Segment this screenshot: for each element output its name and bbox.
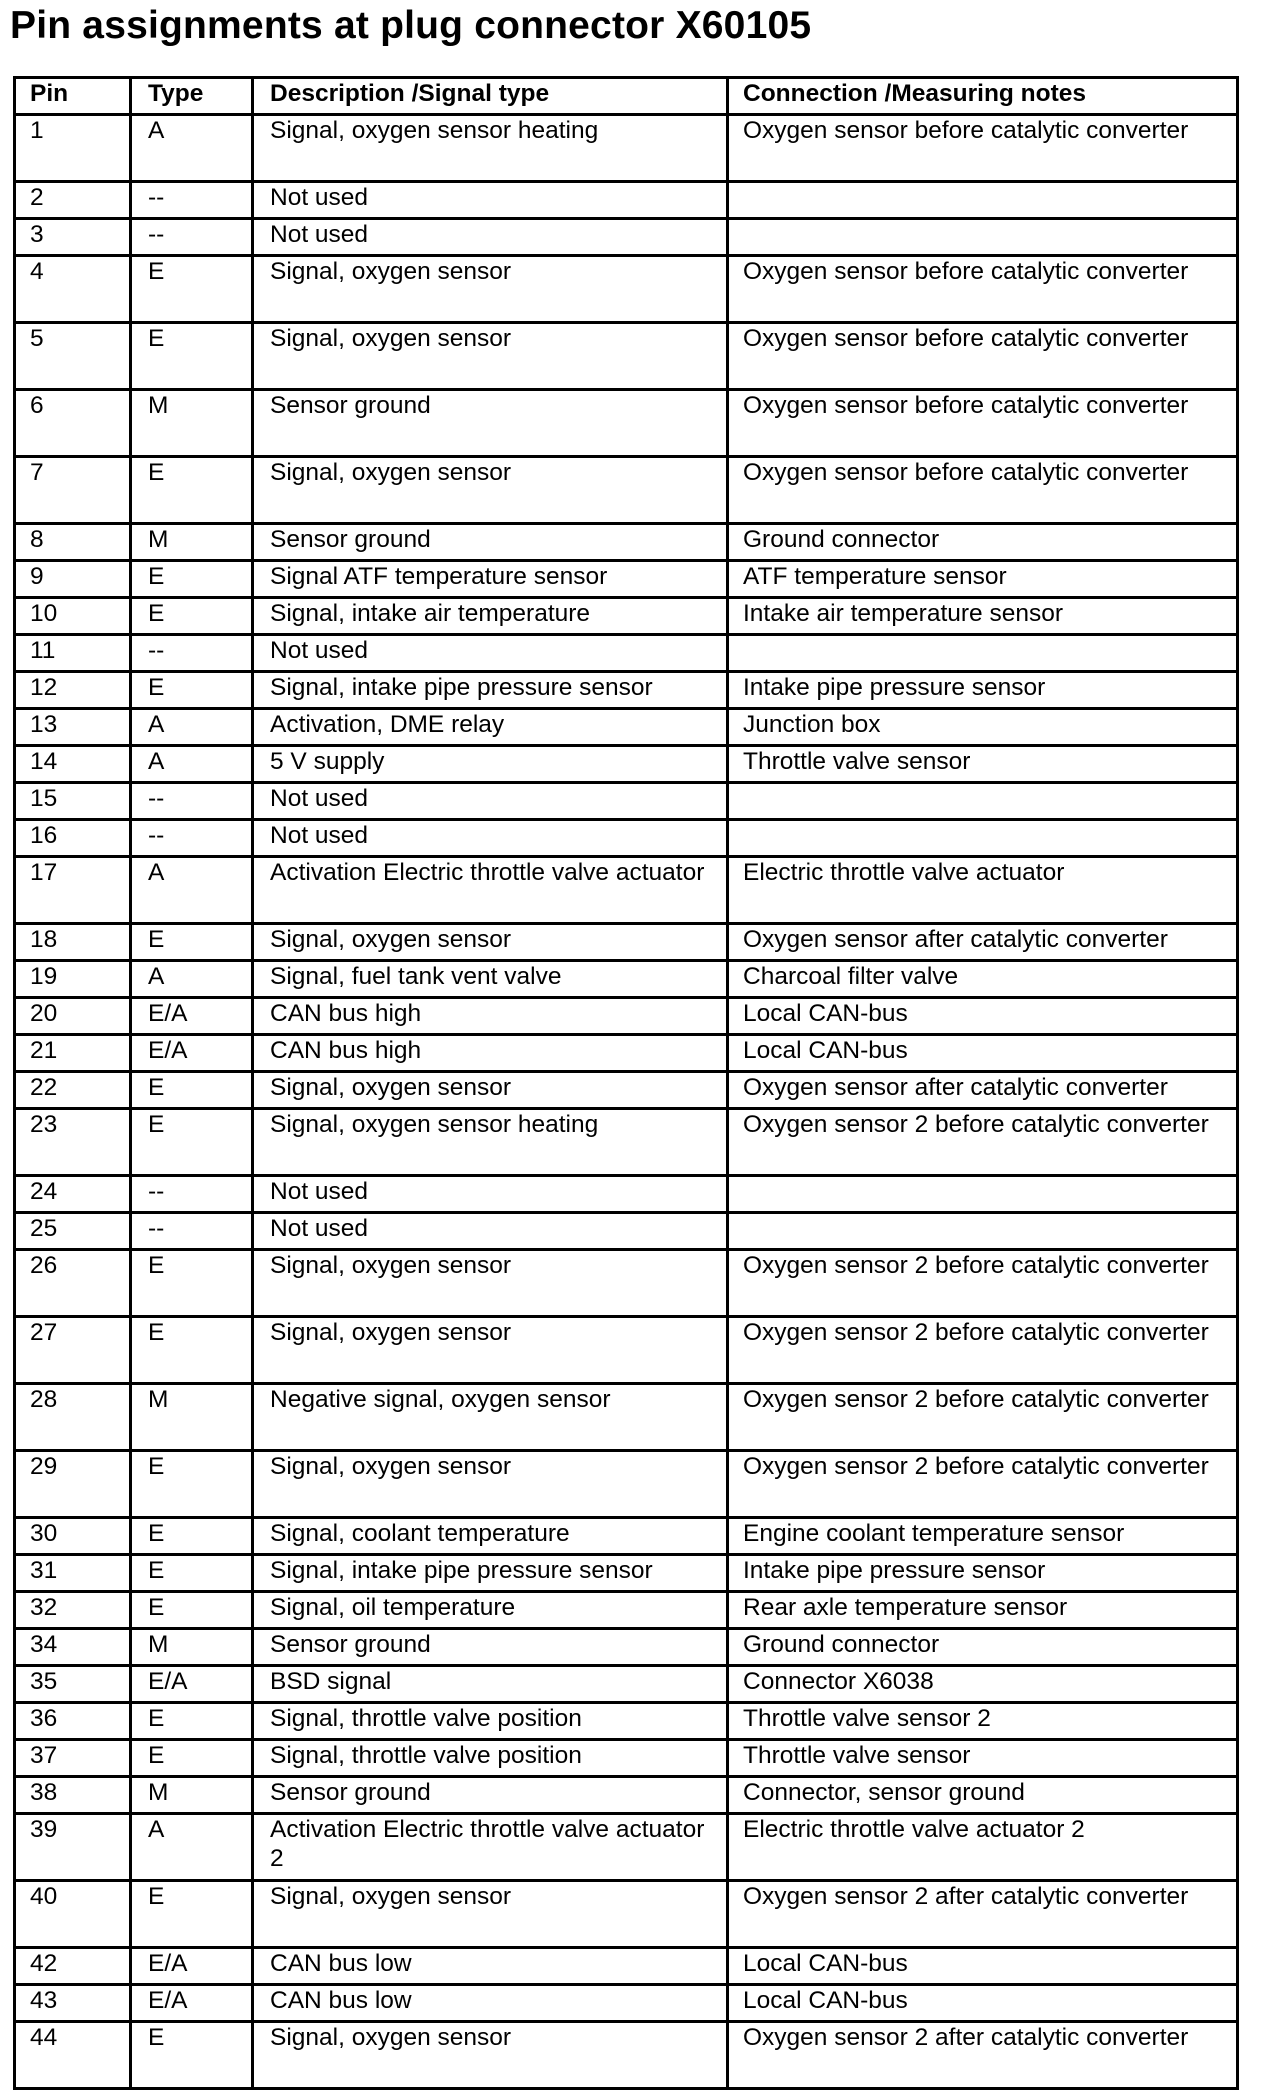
cell-pin: 34 xyxy=(15,1629,131,1666)
table-row xyxy=(15,598,1238,635)
cell-type: E xyxy=(131,561,253,598)
cell-description: Signal, oxygen sensor xyxy=(253,1317,728,1384)
cell-pin: 22 xyxy=(15,1072,131,1109)
cell-description: Negative signal, oxygen sensor xyxy=(253,1384,728,1451)
cell-type: M xyxy=(131,1629,253,1666)
cell-pin: 7 xyxy=(15,457,131,524)
table-row xyxy=(15,1072,1238,1109)
cell-pin: 21 xyxy=(15,1035,131,1072)
table-row xyxy=(15,746,1238,783)
cell-type: A xyxy=(131,857,253,924)
cell-type: -- xyxy=(131,1213,253,1250)
cell-description: Signal, oxygen sensor xyxy=(253,1451,728,1518)
cell-pin: 9 xyxy=(15,561,131,598)
cell-connection: Oxygen sensor before catalytic converter xyxy=(728,323,1238,390)
cell-pin: 18 xyxy=(15,924,131,961)
cell-description: Not used xyxy=(253,219,728,256)
cell-pin: 13 xyxy=(15,709,131,746)
cell-connection: Local CAN-bus xyxy=(728,998,1238,1035)
cell-pin: 6 xyxy=(15,390,131,457)
table-row xyxy=(15,219,1238,256)
cell-connection: Oxygen sensor 2 before catalytic converter xyxy=(728,1109,1238,1176)
cell-type: E xyxy=(131,457,253,524)
cell-description: Signal, oxygen sensor xyxy=(253,256,728,323)
table-row xyxy=(15,1518,1238,1555)
cell-type: E xyxy=(131,256,253,323)
cell-description: Sensor ground xyxy=(253,1629,728,1666)
cell-connection: Ground connector xyxy=(728,1629,1238,1666)
cell-connection xyxy=(728,635,1238,672)
header-type: Type xyxy=(131,78,253,115)
table-row xyxy=(15,1109,1238,1176)
cell-pin: 10 xyxy=(15,598,131,635)
cell-description: Signal, throttle valve position xyxy=(253,1703,728,1740)
table-row xyxy=(15,709,1238,746)
cell-connection: Local CAN-bus xyxy=(728,1985,1238,2022)
cell-connection: Connector X6038 xyxy=(728,1666,1238,1703)
cell-description: Signal, oxygen sensor heating xyxy=(253,115,728,182)
cell-connection: Oxygen sensor after catalytic converter xyxy=(728,924,1238,961)
cell-description: Signal, oil temperature xyxy=(253,1592,728,1629)
cell-connection: Oxygen sensor 2 before catalytic converter xyxy=(728,1317,1238,1384)
cell-type: E xyxy=(131,1881,253,1948)
table-row xyxy=(15,1384,1238,1451)
table-row xyxy=(15,1555,1238,1592)
cell-pin: 4 xyxy=(15,256,131,323)
cell-connection: Intake air temperature sensor xyxy=(728,598,1238,635)
cell-pin: 8 xyxy=(15,524,131,561)
cell-type: E/A xyxy=(131,1948,253,1985)
cell-type: E xyxy=(131,924,253,961)
table-row xyxy=(15,961,1238,998)
cell-pin: 20 xyxy=(15,998,131,1035)
cell-connection: Local CAN-bus xyxy=(728,1948,1238,1985)
cell-connection xyxy=(728,1176,1238,1213)
cell-description: CAN bus high xyxy=(253,1035,728,1072)
cell-type: E/A xyxy=(131,1985,253,2022)
table-row xyxy=(15,857,1238,924)
cell-type: E xyxy=(131,1592,253,1629)
cell-connection: Connector, sensor ground xyxy=(728,1777,1238,1814)
cell-type: M xyxy=(131,1384,253,1451)
cell-pin: 15 xyxy=(15,783,131,820)
cell-type: -- xyxy=(131,820,253,857)
table-row xyxy=(15,1213,1238,1250)
cell-type: A xyxy=(131,746,253,783)
cell-pin: 27 xyxy=(15,1317,131,1384)
table-row xyxy=(15,924,1238,961)
cell-description: CAN bus low xyxy=(253,1948,728,1985)
cell-type: E xyxy=(131,1317,253,1384)
cell-description: Signal, oxygen sensor xyxy=(253,1250,728,1317)
cell-type: E xyxy=(131,1109,253,1176)
table-row xyxy=(15,998,1238,1035)
table-row xyxy=(15,1985,1238,2022)
cell-type: E xyxy=(131,2022,253,2089)
cell-connection: Throttle valve sensor xyxy=(728,1740,1238,1777)
cell-description: Not used xyxy=(253,820,728,857)
cell-pin: 28 xyxy=(15,1384,131,1451)
cell-pin: 5 xyxy=(15,323,131,390)
cell-connection xyxy=(728,783,1238,820)
cell-pin: 39 xyxy=(15,1814,131,1881)
cell-connection xyxy=(728,1213,1238,1250)
page-title: Pin assignments at plug connector X60105 xyxy=(10,4,812,47)
cell-connection: Local CAN-bus xyxy=(728,1035,1238,1072)
cell-connection: Oxygen sensor 2 after catalytic converter xyxy=(728,2022,1238,2089)
table-row xyxy=(15,1317,1238,1384)
table-row xyxy=(15,256,1238,323)
cell-type: M xyxy=(131,390,253,457)
cell-description: Not used xyxy=(253,1213,728,1250)
cell-connection: Electric throttle valve actuator 2 xyxy=(728,1814,1238,1881)
cell-pin: 36 xyxy=(15,1703,131,1740)
cell-connection: Junction box xyxy=(728,709,1238,746)
cell-pin: 29 xyxy=(15,1451,131,1518)
table-row xyxy=(15,1814,1238,1881)
table-row xyxy=(15,390,1238,457)
cell-type: E/A xyxy=(131,1666,253,1703)
cell-description: Signal, intake air temperature xyxy=(253,598,728,635)
cell-connection: Oxygen sensor 2 after catalytic converter xyxy=(728,1881,1238,1948)
table-row xyxy=(15,182,1238,219)
cell-pin: 14 xyxy=(15,746,131,783)
cell-connection: Rear axle temperature sensor xyxy=(728,1592,1238,1629)
table-row xyxy=(15,1592,1238,1629)
cell-description: Signal, fuel tank vent valve xyxy=(253,961,728,998)
cell-description: Sensor ground xyxy=(253,524,728,561)
cell-description: Signal, oxygen sensor xyxy=(253,1072,728,1109)
table-row xyxy=(15,1629,1238,1666)
cell-type: E xyxy=(131,672,253,709)
table-row xyxy=(15,672,1238,709)
table-row xyxy=(15,1666,1238,1703)
table-row xyxy=(15,1948,1238,1985)
cell-description: Signal, oxygen sensor xyxy=(253,1881,728,1948)
cell-type: -- xyxy=(131,1176,253,1213)
cell-pin: 1 xyxy=(15,115,131,182)
cell-type: E xyxy=(131,1072,253,1109)
cell-pin: 40 xyxy=(15,1881,131,1948)
cell-description: Signal, intake pipe pressure sensor xyxy=(253,1555,728,1592)
cell-description: Activation, DME relay xyxy=(253,709,728,746)
cell-type: E xyxy=(131,1250,253,1317)
table-row xyxy=(15,2022,1238,2089)
cell-description: Signal, oxygen sensor xyxy=(253,323,728,390)
cell-pin: 32 xyxy=(15,1592,131,1629)
cell-pin: 26 xyxy=(15,1250,131,1317)
header-pin: Pin xyxy=(15,78,131,115)
cell-connection: Oxygen sensor before catalytic converter xyxy=(728,115,1238,182)
table-header-row xyxy=(15,78,1238,115)
pin-assignment-table xyxy=(13,76,1239,2090)
cell-connection: Oxygen sensor 2 before catalytic converter xyxy=(728,1384,1238,1451)
cell-type: -- xyxy=(131,635,253,672)
cell-pin: 30 xyxy=(15,1518,131,1555)
table-row xyxy=(15,524,1238,561)
cell-connection: Intake pipe pressure sensor xyxy=(728,1555,1238,1592)
cell-connection: Engine coolant temperature sensor xyxy=(728,1518,1238,1555)
cell-connection xyxy=(728,182,1238,219)
cell-description: 5 V supply xyxy=(253,746,728,783)
cell-description: Sensor ground xyxy=(253,1777,728,1814)
cell-type: A xyxy=(131,961,253,998)
cell-description: Activation Electric throttle valve actuator xyxy=(253,857,728,924)
cell-pin: 25 xyxy=(15,1213,131,1250)
cell-type: E xyxy=(131,1451,253,1518)
cell-pin: 38 xyxy=(15,1777,131,1814)
cell-description: Signal ATF temperature sensor xyxy=(253,561,728,598)
table-row xyxy=(15,1250,1238,1317)
cell-pin: 11 xyxy=(15,635,131,672)
cell-pin: 19 xyxy=(15,961,131,998)
cell-type: -- xyxy=(131,783,253,820)
cell-description: Signal, oxygen sensor heating xyxy=(253,1109,728,1176)
cell-type: M xyxy=(131,1777,253,1814)
cell-connection: Intake pipe pressure sensor xyxy=(728,672,1238,709)
cell-description: Signal, oxygen sensor xyxy=(253,924,728,961)
cell-type: -- xyxy=(131,219,253,256)
cell-description: CAN bus high xyxy=(253,998,728,1035)
cell-description: Signal, intake pipe pressure sensor xyxy=(253,672,728,709)
table-row xyxy=(15,1035,1238,1072)
cell-pin: 12 xyxy=(15,672,131,709)
cell-type: E xyxy=(131,598,253,635)
table-row xyxy=(15,820,1238,857)
cell-description: Signal, oxygen sensor xyxy=(253,2022,728,2089)
cell-connection: ATF temperature sensor xyxy=(728,561,1238,598)
cell-connection: Throttle valve sensor 2 xyxy=(728,1703,1238,1740)
cell-description: Not used xyxy=(253,635,728,672)
cell-pin: 3 xyxy=(15,219,131,256)
cell-connection: Charcoal filter valve xyxy=(728,961,1238,998)
cell-pin: 17 xyxy=(15,857,131,924)
cell-pin: 16 xyxy=(15,820,131,857)
cell-description: BSD signal xyxy=(253,1666,728,1703)
table-row xyxy=(15,783,1238,820)
table-row xyxy=(15,323,1238,390)
table-row xyxy=(15,635,1238,672)
cell-connection: Throttle valve sensor xyxy=(728,746,1238,783)
cell-pin: 2 xyxy=(15,182,131,219)
cell-pin: 43 xyxy=(15,1985,131,2022)
cell-type: A xyxy=(131,709,253,746)
cell-type: E xyxy=(131,1740,253,1777)
cell-connection: Oxygen sensor 2 before catalytic converter xyxy=(728,1250,1238,1317)
table-row xyxy=(15,1740,1238,1777)
cell-type: M xyxy=(131,524,253,561)
table-row xyxy=(15,115,1238,182)
cell-description: Not used xyxy=(253,783,728,820)
cell-type: E xyxy=(131,323,253,390)
cell-description: Signal, throttle valve position xyxy=(253,1740,728,1777)
table-row xyxy=(15,1881,1238,1948)
cell-pin: 37 xyxy=(15,1740,131,1777)
cell-type: E/A xyxy=(131,1035,253,1072)
cell-description: Activation Electric throttle valve actuator 2 xyxy=(253,1814,728,1881)
cell-type: E/A xyxy=(131,998,253,1035)
cell-connection: Oxygen sensor before catalytic converter xyxy=(728,457,1238,524)
cell-pin: 31 xyxy=(15,1555,131,1592)
cell-connection: Electric throttle valve actuator xyxy=(728,857,1238,924)
cell-type: E xyxy=(131,1555,253,1592)
cell-type: A xyxy=(131,1814,253,1881)
cell-description: Sensor ground xyxy=(253,390,728,457)
cell-connection xyxy=(728,820,1238,857)
header-description: Description /Signal type xyxy=(253,78,728,115)
cell-type: -- xyxy=(131,182,253,219)
table-row xyxy=(15,457,1238,524)
cell-description: Not used xyxy=(253,182,728,219)
cell-pin: 44 xyxy=(15,2022,131,2089)
header-connection: Connection /Measuring notes xyxy=(728,78,1238,115)
cell-pin: 24 xyxy=(15,1176,131,1213)
cell-connection: Oxygen sensor before catalytic converter xyxy=(728,390,1238,457)
cell-connection: Oxygen sensor after catalytic converter xyxy=(728,1072,1238,1109)
cell-pin: 35 xyxy=(15,1666,131,1703)
table-row xyxy=(15,561,1238,598)
cell-connection: Oxygen sensor 2 before catalytic converter xyxy=(728,1451,1238,1518)
cell-type: A xyxy=(131,115,253,182)
cell-description: Not used xyxy=(253,1176,728,1213)
table-row xyxy=(15,1451,1238,1518)
cell-pin: 23 xyxy=(15,1109,131,1176)
table-row xyxy=(15,1703,1238,1740)
cell-type: E xyxy=(131,1518,253,1555)
cell-description: Signal, coolant temperature xyxy=(253,1518,728,1555)
cell-connection xyxy=(728,219,1238,256)
table-row xyxy=(15,1777,1238,1814)
cell-description: CAN bus low xyxy=(253,1985,728,2022)
table-row xyxy=(15,1176,1238,1213)
cell-description: Signal, oxygen sensor xyxy=(253,457,728,524)
cell-type: E xyxy=(131,1703,253,1740)
cell-pin: 42 xyxy=(15,1948,131,1985)
cell-connection: Ground connector xyxy=(728,524,1238,561)
cell-connection: Oxygen sensor before catalytic converter xyxy=(728,256,1238,323)
